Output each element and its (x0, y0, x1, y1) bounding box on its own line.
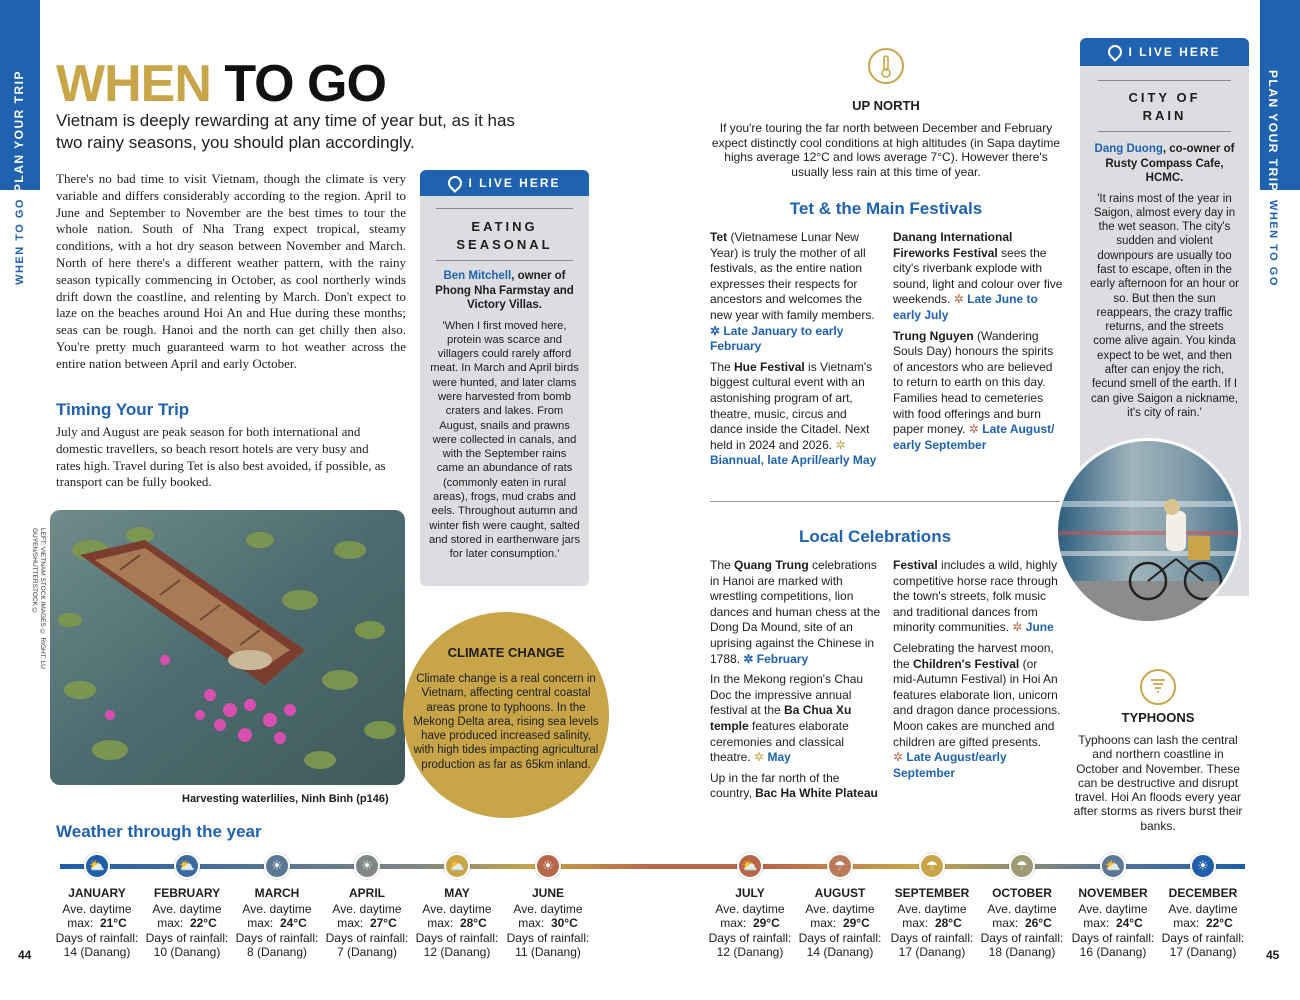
ba-chua-xu-paragraph: In the Mekong region's Chau Doc the impressive annual festival at the Ba Chua Xu temple features elaborate ceremonies and classical theatre. ✲ May (710, 672, 864, 765)
timeline-bar (60, 864, 1245, 869)
ave-label: Ave. daytime (805, 901, 875, 916)
bac-ha-festival-paragraph: Festival includes a wild, highly competitive horse race through the town's streets, folk music and traditional dances from minority communities. ✲ June (893, 558, 1058, 635)
calendar-icon: ✲ (893, 750, 904, 765)
weather-heading: Weather through the year (56, 822, 262, 841)
city-of-rain-title-1: CITY OF (1128, 90, 1201, 105)
rain-label: Days of rainfall: (415, 930, 499, 945)
month-february (142, 886, 232, 960)
ave-label: Ave. daytime (513, 901, 583, 916)
ave-label: Ave. daytime (1168, 901, 1238, 916)
page-title-to-go: TO GO (224, 55, 386, 113)
rain-days: 17 (Danang) (1169, 945, 1237, 959)
month-node-july (737, 853, 763, 879)
month-node-november (1100, 853, 1126, 879)
eating-seasonal-box (420, 196, 589, 586)
month-name: NOVEMBER (1078, 886, 1148, 900)
city-of-rain-quote: 'It rains most of the year in Saigon, almost every day in the wet season. The city's sudden and violent downpours are usually too fast to escape, often in the early afternoon for an hour or so. But then the sun reappears, the crazy traffic returns, and the streets come alive again. You kinda expect to be wet, and then after can enjoy the rich, fecund smell of the earth. If I can give Saigon a nickname, it's city of rain.' (1090, 192, 1239, 419)
rain-icon: ☂ (834, 858, 846, 874)
tet-heading: Tet & the Main Festivals (789, 199, 983, 218)
calendar-icon: ✲ (953, 292, 964, 307)
photo-caption: Harvesting waterlilies, Ninh Binh (p146) (182, 793, 389, 805)
left-side-sub-label: WHEN TO GO (14, 198, 26, 285)
city-of-rain-title-2: RAIN (1142, 108, 1187, 123)
timing-text: July and August are peak season for both international and domestic travellers, so beach resort hotels are very busy and rates high. Travel during Tet is also best avoided, if possible, as transport can be fully booked. (56, 424, 386, 490)
month-node-october (1009, 853, 1035, 879)
rain-days: 12 (Danang) (716, 945, 784, 959)
max-temp: max: 30°C (518, 916, 578, 930)
right-side-sub-label: WHEN TO GO (1267, 200, 1279, 287)
page-title (56, 55, 386, 113)
cloud-sun-icon: ⛅ (741, 858, 759, 874)
rain-icon: ☂ (1016, 858, 1028, 874)
month-june (503, 886, 593, 960)
tet-column-right (893, 230, 1063, 453)
rain-label: Days of rainfall: (890, 930, 974, 945)
calendar-icon: ✲ (968, 422, 979, 437)
max-temp: max: 22°C (1173, 916, 1233, 930)
page-title-when: WHEN (56, 55, 211, 113)
trung-nguyen-paragraph: Trung Nguyen (Wandering Souls Day) honours the spirits of ancestors who are believed to return to earth on this day. Families head to cemeteries with food offerings and burn paper money. ✲ Late August/ early September (893, 328, 1055, 452)
page-number-left: 44 (18, 948, 32, 962)
rain-label: Days of rainfall: (325, 930, 409, 945)
fireworks-paragraph: Danang International Fireworks Festival sees the city's riverbank explode with sound, light and colour over five weekends. ✲ Late June to early July (893, 230, 1063, 322)
byline-role: , co-owner of Rusty Compass Cafe, HCMC. (1105, 143, 1235, 184)
tet-paragraph: Tet (Vietnamese Lunar New Year) is truly the mother of all festivals, as the entire nation expresses their respects for ancestors and welcomes the new year with family members. ✲ Late January to early February (710, 230, 875, 354)
location-pin-icon (1106, 42, 1126, 62)
rain-label: Days of rainfall: (798, 930, 882, 945)
month-name: FEBRUARY (153, 886, 221, 900)
box-rule (436, 260, 573, 261)
sun-icon: ☀ (542, 858, 554, 874)
month-node-may (444, 853, 470, 879)
month-name: AUGUST (814, 886, 866, 900)
sun-icon: ☀ (361, 858, 373, 874)
typhoons-heading: TYPHOONS (1121, 710, 1195, 725)
month-april (322, 886, 412, 960)
max-temp: max: 22°C (157, 916, 217, 930)
ba-chua-xu-when: May (767, 750, 791, 765)
month-node-january (84, 853, 110, 879)
rain-days: 7 (Danang) (336, 945, 398, 959)
rain-icon: ☂ (926, 858, 938, 874)
typhoons-text: Typhoons can lash the central and northern coastline in October and November. These can be destructive and disrupt travel. Hoi An floods every year after storms as rivers burst their banks. (1073, 733, 1243, 833)
climate-change-heading: CLIMATE CHANGE (447, 645, 565, 660)
childrens-festival-paragraph: Celebrating the harvest moon, the Children's Festival (or mid-Autumn Festival) in Hoi An features elaborate lion, unicorn and dragon dance processions. Moon cakes are munched and children are gifted presents. ✲ Late August/early September (893, 640, 1061, 780)
month-name: JANUARY (68, 886, 126, 900)
month-node-february (174, 853, 200, 879)
month-name: SEPTEMBER (894, 886, 970, 900)
month-october (977, 886, 1067, 960)
rain-label: Days of rainfall: (708, 930, 792, 945)
bac-ha-when: June (1025, 620, 1054, 635)
childrens-festival-when: Late August/early September (893, 750, 1007, 780)
month-name: JULY (735, 886, 765, 900)
cyclist-photo (1055, 438, 1241, 624)
month-name: MAY (444, 886, 470, 900)
trung-nguyen-when: Late August/ early September (893, 422, 1055, 452)
hue-festival-paragraph: The Hue Festival is Vietnam's biggest cultural event with an astonishing program of art, theatre, music, circus and dance inside the Citadel. Next held in 2024 and 2026. ✲ Biannual, late April/early May (710, 359, 877, 468)
i-live-here-tab-2 (1080, 38, 1249, 66)
byline-name: Dang Duong (1094, 143, 1163, 155)
max-temp: max: 21°C (67, 916, 127, 930)
rain-days: 11 (Danang) (515, 945, 581, 959)
max-temp: max: 24°C (247, 916, 307, 930)
ave-label: Ave. daytime (987, 901, 1057, 916)
city-of-rain-byline (1092, 142, 1237, 186)
cloud-sun-icon: ⛅ (178, 858, 196, 874)
month-name: JUNE (531, 886, 564, 900)
calendar-icon: ✲ (754, 750, 765, 765)
rain-label: Days of rainfall: (980, 930, 1064, 945)
month-node-august (827, 853, 853, 879)
rain-days: 18 (Danang) (988, 945, 1056, 959)
ave-label: Ave. daytime (152, 901, 222, 916)
section-divider (710, 501, 1062, 502)
month-may (412, 886, 502, 960)
bac-ha-paragraph: Up in the far north of the country, Bac Ha White Plateau (710, 770, 878, 801)
rain-days: 17 (Danang) (898, 945, 966, 959)
rain-label: Days of rainfall: (1161, 930, 1245, 945)
timing-heading: Timing Your Trip (56, 400, 190, 419)
i-live-here-label-1: I LIVE HERE (468, 176, 561, 190)
max-temp: max: 29°C (810, 916, 870, 930)
intro-text: Vietnam is deeply rewarding at any time of year but, as it has two rainy seasons, you should plan accordingly. (56, 111, 515, 152)
month-name: APRIL (349, 886, 385, 900)
byline-role: , owner of Phong Nha Farmstay and Victory Villas. (435, 270, 574, 311)
rain-days: 14 (Danang) (806, 945, 874, 959)
month-name: OCTOBER (992, 886, 1052, 900)
max-temp: max: 29°C (720, 916, 780, 930)
eating-seasonal-byline (430, 269, 579, 313)
right-side-tab-label: PLAN YOUR TRIP (1266, 70, 1280, 193)
thermometer-icon (868, 48, 904, 84)
rain-days: 14 (Danang) (63, 945, 131, 959)
month-node-april (354, 853, 380, 879)
box-rule (1098, 131, 1231, 132)
up-north-text: If you're touring the far north between December and February expect distinctly cool conditions at high altitudes (in Sapa daytime highs average 12°C and lows average 7°C). However there's usually less rain at this time of year. (711, 121, 1061, 179)
month-node-june (535, 853, 561, 879)
month-december (1158, 886, 1248, 960)
max-temp: max: 27°C (337, 916, 397, 930)
photo-credit: LEFT: VIETNAM STOCK IMAGES © RIGHT: LU GUYEN/SHUTTERSTOCK © (31, 528, 46, 669)
rain-days: 8 (Danang) (246, 945, 308, 959)
cloud-sun-icon: ⛅ (1104, 858, 1122, 874)
month-september (887, 886, 977, 960)
typhoon-icon (1140, 669, 1176, 705)
byline-name: Ben Mitchell (443, 270, 512, 282)
rain-days: 10 (Danang) (153, 945, 221, 959)
max-temp: max: 26°C (992, 916, 1052, 930)
hue-when: Biannual, late April/early May (710, 453, 877, 468)
ave-label: Ave. daytime (332, 901, 402, 916)
i-live-here-tab-1 (420, 170, 589, 196)
calendar-icon: ✲ (835, 437, 846, 452)
month-name: DECEMBER (1168, 886, 1238, 900)
waterlily-photo (50, 510, 405, 785)
eating-seasonal-title-2: SEASONAL (456, 237, 553, 252)
local-heading: Local Celebrations (798, 527, 952, 546)
page-number-right: 45 (1266, 948, 1280, 962)
month-node-september (919, 853, 945, 879)
cloud-sun-icon: ⛅ (448, 858, 466, 874)
rain-label: Days of rainfall: (55, 930, 139, 945)
eating-seasonal-title-1: EATING (471, 219, 538, 234)
ave-label: Ave. daytime (62, 901, 132, 916)
month-node-december (1190, 853, 1216, 879)
ave-label: Ave. daytime (422, 901, 492, 916)
box-rule (436, 208, 573, 209)
local-column-right (893, 558, 1063, 781)
climate-change-text: Climate change is a real concern in Vietnam, affecting central coastal areas prone to typhoons. In the Mekong Delta area, rising sea levels have produced increased salinity, with high tides impacting agricultural production as far as 65km inland. (413, 673, 599, 771)
ave-label: Ave. daytime (715, 901, 785, 916)
month-node-march (264, 853, 290, 879)
rain-label: Days of rainfall: (145, 930, 229, 945)
calendar-icon: ✲ (743, 651, 754, 666)
i-live-here-label-2: I LIVE HERE (1128, 45, 1221, 59)
month-november (1068, 886, 1158, 960)
eating-seasonal-quote: 'When I first moved here, protein was scarce and villagers could rarely afford meat. In March and April birds were hunted, and later clams were harvested from bomb craters and lakes. From August, snails and prawns were collected in canals, and with the September rains came an abundance of rats (commonly eaten in rural areas), frogs, mud crabs and eels. Throughout autumn and winter fish were caught, salted and stored in earthenware jars for later consumption.' (428, 319, 581, 561)
box-rule (1098, 80, 1231, 81)
max-temp: max: 28°C (902, 916, 962, 930)
max-temp: max: 24°C (1083, 916, 1143, 930)
fireworks-when: Late June to early July (893, 292, 1038, 322)
rain-days: 16 (Danang) (1079, 945, 1147, 959)
partly-sunny-icon: ⛅ (88, 858, 106, 874)
ave-label: Ave. daytime (1078, 901, 1148, 916)
calendar-icon: ✲ (710, 323, 724, 338)
rain-days: 12 (Danang) (423, 945, 491, 959)
location-pin-icon (446, 173, 466, 193)
calendar-icon: ✲ (1012, 620, 1023, 635)
ave-label: Ave. daytime (242, 901, 312, 916)
rain-label: Days of rainfall: (506, 930, 590, 945)
rain-label: Days of rainfall: (235, 930, 319, 945)
tet-column-left (710, 230, 880, 469)
left-side-tab-label: PLAN YOUR TRIP (12, 70, 26, 193)
tet-when: Late January to early February (710, 323, 844, 354)
rain-label: Days of rainfall: (1071, 930, 1155, 945)
month-august (795, 886, 885, 960)
up-north-heading: UP NORTH (852, 98, 920, 113)
sun-icon: ☀ (1197, 858, 1209, 874)
quang-trung-paragraph: The Quang Trung celebrations in Hanoi are marked with wrestling competitions, lion dances and human chess at the Dong Da Mound, site of an uprising against the Chinese in 1788. ✲ February (710, 558, 881, 666)
body-text: There's no bad time to visit Vietnam, though the climate is very variable and differs considerably according to the region. April to June and September to November are the best times to tour the whole nation. South of Nha Trang expect tropical, steamy conditions, with a hot dry season between November and March. North of here there's a different weather pattern, with the rainy season typically commencing in October, as cool northerly winds drift down the coastline, and relenting by March. Don't expect to laze on the beaches around Hoi An and Hue during these months; seas can be rough. Hanoi and the north can get chilly then also. You're pretty much guaranteed warm to hot weather across the entire nation between April and early October. (56, 171, 406, 371)
month-july (705, 886, 795, 960)
local-column-left (710, 558, 882, 802)
quang-trung-when: February (756, 651, 809, 666)
ave-label: Ave. daytime (897, 901, 967, 916)
max-temp: max: 28°C (427, 916, 487, 930)
month-name: MARCH (254, 886, 300, 900)
month-january (52, 886, 142, 960)
sun-icon: ☀ (271, 858, 283, 874)
month-march (232, 886, 322, 960)
